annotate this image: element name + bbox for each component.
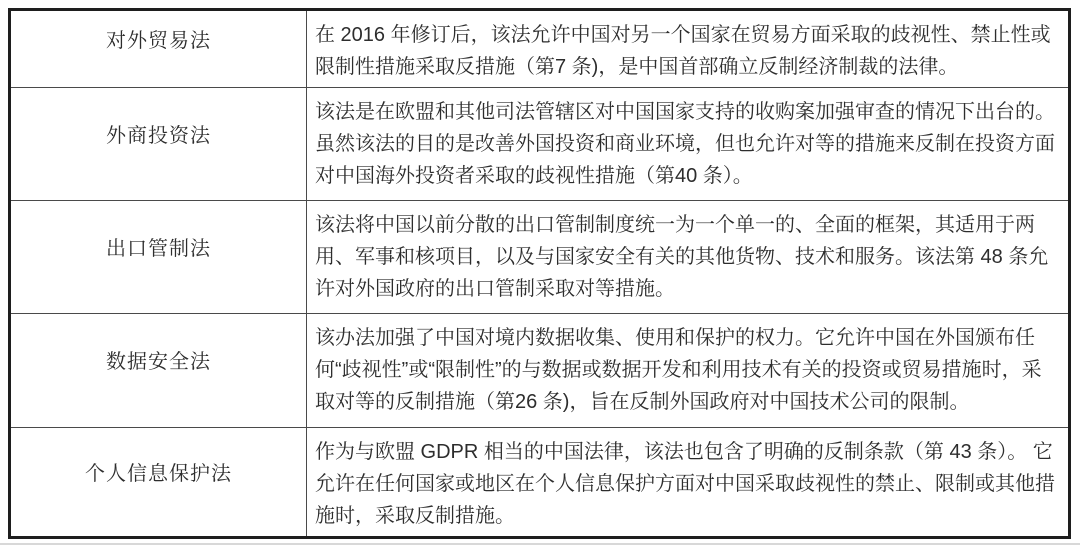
- law-description-cell: 该办法加强了中国对境内数据收集、使用和保护的权力。它允许中国在外国颁布任何“歧视性”或“限制性”的与数据或数据开发和利用技术有关的投资或贸易措施时，采取对等的反制措施（第26 条)，旨在反制外国政府对中国技术公司的限制。: [307, 314, 1070, 428]
- bottom-divider: [0, 543, 1080, 545]
- law-name-cell: 对外贸易法: [10, 10, 307, 88]
- table-row: [10, 10, 1070, 88]
- law-description-cell: 作为与欧盟 GDPR 相当的中国法律，该法也包含了明确的反制条款（第 43 条）。 它允许在任何国家或地区在个人信息保护方面对中国采取歧视性的禁止、限制或其他措施时，采取反制措施。: [307, 428, 1070, 538]
- law-description-cell: 该法是在欧盟和其他司法管辖区对中国国家支持的收购案加强审查的情况下出台的。虽然该法的目的是改善外国投资和商业环境，但也允许对等的措施来反制在投资方面对中国海外投资者采取的歧视性措施（第40 条）。: [307, 88, 1070, 201]
- laws-table: [8, 8, 1071, 539]
- law-description-cell: 在 2016 年修订后，该法允许中国对另一个国家在贸易方面采取的歧视性、禁止性或限制性措施采取反措施（第7 条)，是中国首部确立反制经济制裁的法律。: [307, 10, 1070, 88]
- table-row: [10, 88, 1070, 201]
- law-name-cell: 出口管制法: [10, 201, 307, 314]
- table-row: [10, 314, 1070, 428]
- table-row: [10, 428, 1070, 538]
- table-row: [10, 201, 1070, 314]
- law-name-cell: 外商投资法: [10, 88, 307, 201]
- law-description-cell: 该法将中国以前分散的出口管制制度统一为一个单一的、全面的框架，其适用于两用、军事和核项目，以及与国家安全有关的其他货物、技术和服务。该法第 48 条允许对外国政府的出口管制采取对等措施。: [307, 201, 1070, 314]
- law-name-cell: 个人信息保护法: [10, 428, 307, 538]
- law-name-cell: 数据安全法: [10, 314, 307, 428]
